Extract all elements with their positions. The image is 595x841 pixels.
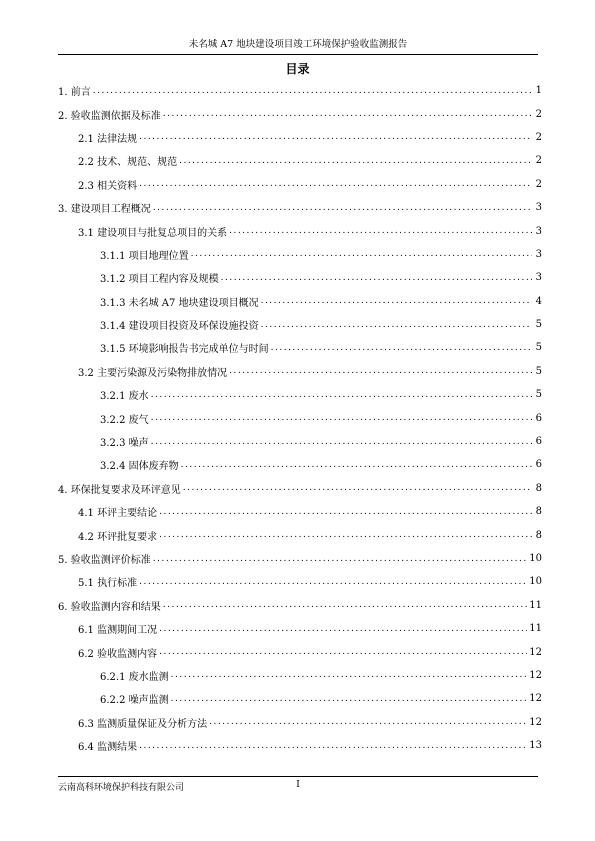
toc-entry[interactable]	[58, 336, 542, 359]
toc-entry[interactable]	[58, 360, 542, 383]
toc-leader-dots	[151, 437, 532, 447]
toc-entry-page: 6	[535, 459, 542, 471]
toc-entry-title: 5. 验收监测评价标准	[58, 555, 151, 566]
toc-entry-title: 3. 建设项目工程概况	[58, 204, 151, 216]
toc-entry-page: 6	[535, 412, 542, 424]
toc-entry[interactable]	[58, 711, 542, 734]
toc-leader-dots	[229, 226, 532, 236]
toc-leader-dots	[159, 530, 532, 540]
toc-entry-title: 4. 环保批复要求及环评意见	[58, 484, 181, 496]
toc-entry-title: 3.2.4 固体废弃物	[100, 461, 179, 473]
toc-leader-dots	[159, 507, 532, 517]
toc-leader-dots	[209, 717, 527, 727]
toc-entry[interactable]	[58, 149, 542, 172]
toc-entry-title: 2.3 相关资料	[78, 180, 138, 192]
footer-company: 云南高科环境保护科技有限公司	[58, 783, 185, 793]
toc-entry-page: 11	[529, 599, 542, 611]
toc-entry-page: 5	[535, 389, 542, 401]
toc-entry-title: 3.1.4 建设项目投资及环保设施投资	[100, 321, 259, 333]
toc-entry-title: 4.1 环评主要结论	[78, 508, 158, 520]
toc-entry-page: 8	[535, 506, 542, 518]
toc-entry-title: 2.1 法律法规	[78, 133, 138, 145]
toc-leader-dots	[183, 483, 532, 493]
toc-entry-page: 2	[535, 131, 542, 143]
toc-leader-dots	[181, 460, 532, 470]
toc-entry-title: 6.4 监测结果	[78, 742, 138, 754]
toc-entry[interactable]	[58, 664, 542, 687]
toc-entry-title: 5.1 执行标准	[78, 578, 138, 590]
toc-entry[interactable]	[58, 313, 542, 336]
toc-entry[interactable]	[58, 243, 542, 266]
toc-title: 目录	[285, 62, 310, 76]
toc-entry-title: 3.1.3 未名城 A7 地块建设项目概况	[100, 297, 259, 309]
toc-leader-dots	[139, 179, 532, 189]
toc-leader-dots	[261, 320, 532, 330]
toc-entry[interactable]	[58, 570, 542, 593]
toc-leader-dots	[171, 670, 528, 680]
toc-entry-title: 6.1 监测期间工况	[78, 625, 158, 637]
toc-entry[interactable]	[58, 687, 542, 710]
toc-entry-title: 2. 验收监测依据及标准	[58, 110, 161, 122]
toc-entry-title: 3.2.1 废水	[100, 391, 149, 403]
toc-entry-title: 4.2 环评批复要求	[78, 531, 158, 543]
toc-entry-page: 2	[535, 108, 542, 120]
toc-entry-page: 8	[535, 529, 542, 541]
toc-entry-page: 12	[529, 716, 542, 728]
toc-entry-page: 11	[529, 623, 542, 635]
toc-entry[interactable]	[58, 617, 542, 640]
toc-entry[interactable]	[58, 79, 542, 102]
toc-entry[interactable]	[58, 406, 542, 429]
toc-entry[interactable]	[58, 126, 542, 149]
toc-entry-page: 5	[535, 365, 542, 377]
toc-entry[interactable]	[58, 547, 542, 570]
toc-entry[interactable]	[58, 453, 542, 476]
toc-leader-dots	[139, 741, 527, 751]
toc-leader-dots	[171, 694, 528, 704]
toc-leader-dots	[139, 577, 527, 587]
page-header	[58, 38, 538, 55]
toc-entry-page: 10	[529, 576, 542, 588]
toc-entry-page: 4	[535, 295, 542, 307]
toc-entry-page: 10	[529, 553, 542, 564]
toc-entry-title: 6.2 验收监测内容	[78, 648, 158, 660]
toc-leader-dots	[191, 249, 532, 259]
toc-entry-title: 3.2.2 废气	[100, 414, 149, 426]
toc-entry[interactable]	[58, 640, 542, 663]
toc-leader-dots	[159, 647, 527, 657]
toc-entry-page: 12	[529, 693, 542, 705]
toc-leader-dots	[163, 600, 528, 610]
toc-leader-dots	[229, 366, 532, 376]
toc-entry-title: 6.2.1 废水监测	[100, 671, 169, 683]
toc-entry-page: 3	[535, 202, 542, 214]
toc-entry-page: 13	[529, 740, 542, 752]
header-title: 未名城 A7 地块建设项目竣工环境保护验收监测报告	[188, 39, 408, 50]
toc-entry[interactable]	[58, 173, 542, 196]
toc-leader-dots	[93, 86, 532, 96]
toc-entry[interactable]	[58, 500, 542, 523]
table-of-contents	[58, 79, 542, 757]
toc-entry[interactable]	[58, 266, 542, 289]
toc-entry-title: 3.2 主要污染源及污染物排放情况	[78, 367, 228, 379]
toc-entry-title: 1. 前言	[58, 87, 91, 99]
toc-entry[interactable]	[58, 477, 542, 500]
toc-entry[interactable]	[58, 430, 542, 453]
toc-entry-page: 3	[535, 272, 542, 284]
toc-leader-dots	[163, 109, 532, 119]
toc-entry-title: 3.1.2 项目工程内容及规模	[100, 274, 219, 286]
toc-leader-dots	[153, 554, 528, 564]
toc-entry-page: 6	[535, 436, 542, 448]
toc-leader-dots	[153, 203, 532, 213]
toc-entry-page: 2	[535, 155, 542, 167]
toc-leader-dots	[151, 413, 532, 423]
toc-entry-title: 3.2.3 噪声	[100, 438, 149, 450]
toc-entry-title: 6. 验收监测内容和结果	[58, 601, 161, 613]
toc-entry-page: 3	[535, 248, 542, 260]
toc-leader-dots	[221, 273, 532, 283]
toc-entry[interactable]	[58, 383, 542, 406]
toc-entry-title: 6.2.2 噪声监测	[100, 695, 169, 707]
footer-page-number: I	[296, 780, 300, 790]
toc-entry-page: 5	[535, 342, 542, 354]
toc-entry-title: 3.1.1 项目地理位置	[100, 250, 189, 262]
toc-entry[interactable]	[58, 594, 542, 617]
toc-leader-dots	[271, 343, 532, 353]
toc-leader-dots	[139, 132, 532, 142]
toc-entry[interactable]	[58, 196, 542, 219]
page-footer	[58, 776, 538, 793]
toc-entry-page: 12	[529, 669, 542, 681]
toc-leader-dots	[151, 390, 532, 400]
toc-entry-page: 5	[535, 319, 542, 331]
toc-leader-dots	[261, 296, 532, 306]
toc-entry[interactable]	[58, 523, 542, 546]
toc-entry[interactable]	[58, 290, 542, 313]
toc-leader-dots	[159, 624, 527, 634]
toc-leader-dots	[179, 156, 532, 166]
toc-entry[interactable]	[58, 219, 542, 242]
toc-entry-page: 2	[535, 178, 542, 190]
toc-entry[interactable]	[58, 102, 542, 125]
toc-entry-page: 1	[535, 85, 542, 97]
toc-entry-title: 2.2 技术、规范、规范	[78, 157, 178, 169]
toc-entry-title: 3.1 建设项目与批复总项目的关系	[78, 227, 228, 239]
toc-entry-page: 12	[529, 646, 542, 658]
toc-entry-title: 6.3 监测质量保证及分析方法	[78, 718, 208, 730]
toc-entry-title: 3.1.5 环境影响报告书完成单位与时间	[100, 344, 269, 356]
toc-entry[interactable]	[58, 734, 542, 757]
toc-entry-page: 8	[535, 482, 542, 494]
toc-entry-page: 3	[535, 225, 542, 237]
